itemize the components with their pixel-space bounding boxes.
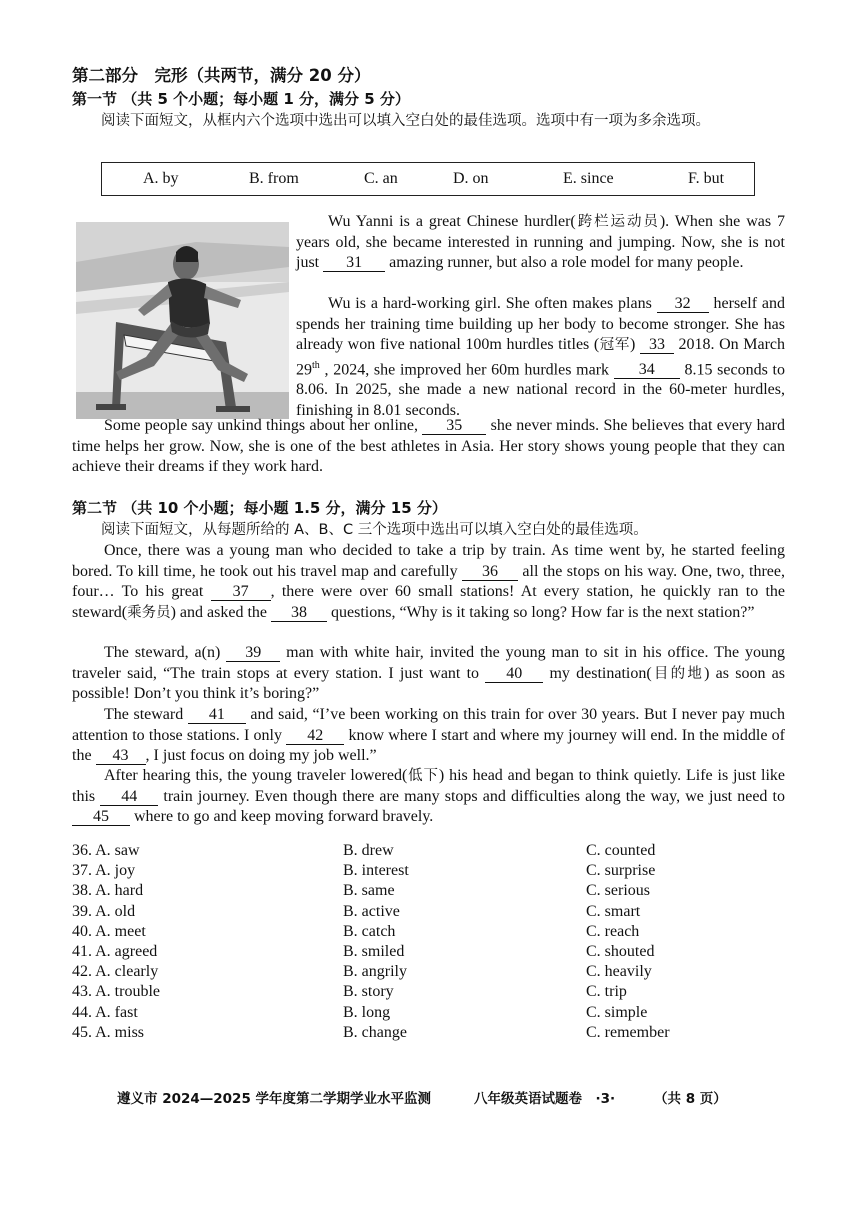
blank-37: 37 <box>211 583 271 601</box>
choice-36-b: B. drew <box>343 842 394 859</box>
blank-33: 33 <box>640 336 674 354</box>
choice-38-c: C. serious <box>586 882 650 900</box>
blank-43: 43 <box>96 747 146 765</box>
blank-40: 40 <box>485 665 543 683</box>
option-c: C. an <box>364 170 398 187</box>
blank-35: 35 <box>422 417 486 435</box>
footer-total-pages: （共 8 页） <box>654 1091 727 1107</box>
footer-page-number: 八年级英语试题卷 ·3· <box>474 1091 616 1107</box>
hurdler-photo <box>76 222 289 419</box>
s1-paragraph-3: Some people say unkind things about her online, 35 she never minds. She believes that every hard time helps her grow. Now, she is one of the best athletes in Asia. Her story shows young people that they can achieve their dreams if they work hard. <box>72 417 785 475</box>
option-b: B. from <box>249 170 299 187</box>
choice-40-a: 40. A. meet <box>72 922 146 940</box>
option-d: D. on <box>453 170 489 187</box>
blank-45: 45 <box>72 808 130 826</box>
blank-42: 42 <box>286 727 344 745</box>
s2-paragraph-4: After hearing this, the young traveler lowered(低下) his head and began to think quietly. Life is just like this 44 train journey. Even though there are many stops and difficulties along the way, we just need to 45 where to go and keep moving forward bravely. <box>72 767 786 825</box>
blank-41: 41 <box>188 706 246 724</box>
s2-paragraph-3: The steward 41 and said, “I’ve been working on this train for over 30 years. But I never pay much attention to those stations. I only 42 know where I start and where my journey will end. In the middle of the 43 , I just focus on doing my job well.” <box>72 706 786 764</box>
blank-39: 39 <box>226 644 280 662</box>
choices-col-a <box>72 841 160 1043</box>
choice-36-c: C. counted <box>586 842 656 859</box>
option-e: E. since <box>563 170 614 187</box>
choice-40-b: B. catch <box>343 922 396 940</box>
choice-43-c: C. trip <box>586 983 627 1001</box>
section2-title: 第二节 （共 10 个小题；每小题 1.5 分，满分 15 分） <box>72 499 447 517</box>
choice-45-a: 45. A. miss <box>72 1023 145 1041</box>
s2-paragraph-2: The steward, a(n) 39 man with white hair, invited the young man to sit in his office. The young traveler said, “The train stops at every station. I just want to 40 my destination(目的地) as soon as possible! Don’t you think it’s boring?” <box>72 644 785 702</box>
part-title: 第二部分 完形（共两节，满分 20 分） <box>72 66 371 85</box>
choice-37-c: C. surprise <box>586 862 656 880</box>
s1-paragraph-1: Wu Yanni is a great Chinese hurdler(跨栏运动员). When she was 7 years old, she became interested in running and jumping. Now, she is not just 31 amazing runner, but also a role model for many people. <box>296 213 786 271</box>
blank-32: 32 <box>657 295 709 313</box>
blank-34: 34 <box>614 361 680 379</box>
options-box <box>101 162 755 196</box>
choice-38-b: B. same <box>343 882 395 900</box>
choice-36-a: 36. A. saw <box>72 842 140 859</box>
choice-41-b: B. smiled <box>343 943 405 961</box>
s2-paragraph-1: Once, there was a young man who decided to take a trip by train. As time went by, he started feeling bored. To kill time, he took out his travel map and carefully 36 all the stops on his way. One, two, three, four… To his great 37 , there were over 60 small stations! At every station, he quickly ran to the steward(乘务员) and asked the 38 questions, “Why is it taking so long? How far is the next station?” <box>72 542 786 621</box>
choice-42-b: B. angrily <box>343 963 407 981</box>
choice-44-a: 44. A. fast <box>72 1003 138 1021</box>
footer-exam-name: 遵义市 2024—2025 学年度第二学期学业水平监测 <box>117 1091 432 1107</box>
section2-instruction: 阅读下面短文，从每题所给的 A、B、C 三个选项中选出可以填入空白处的最佳选项。 <box>101 522 648 538</box>
blank-38: 38 <box>271 604 327 622</box>
option-f: F. but <box>688 170 725 187</box>
blank-44: 44 <box>100 788 158 806</box>
choice-39-b: B. active <box>343 902 400 920</box>
choice-39-a: 39. A. old <box>72 902 136 920</box>
choice-37-a: 37. A. joy <box>72 862 136 880</box>
choice-42-c: C. heavily <box>586 963 652 981</box>
choice-44-b: B. long <box>343 1003 391 1021</box>
choice-45-c: C. remember <box>586 1023 670 1041</box>
choice-40-c: C. reach <box>586 922 640 940</box>
s1-paragraph-2a: Wu is a hard-working girl. She often makes plans 32 herself and spends her training time building up her body to become stronger. She has already won five national 100m hurdles titles (冠军) 33 2018. On March 29th , 2024, she improved her 60m hurdles mark 34 8.15 seconds to 8.06. In 2025, she made a new national record in the 60-meter hurdles, finishing in 8.01 seconds. <box>296 295 786 419</box>
choice-43-a: 43. A. trouble <box>72 983 160 1001</box>
choice-39-c: C. smart <box>586 902 641 920</box>
choice-43-b: B. story <box>343 983 394 1001</box>
choice-44-c: C. simple <box>586 1003 648 1021</box>
blank-31: 31 <box>323 254 385 272</box>
choice-42-a: 42. A. clearly <box>72 963 159 981</box>
choice-45-b: B. change <box>343 1023 407 1041</box>
choices-col-b <box>343 841 409 1043</box>
choice-41-a: 41. A. agreed <box>72 943 158 961</box>
section1-instruction: 阅读下面短文，从框内六个选项中选出可以填入空白处的最佳选项。选项中有一项为多余选项。 <box>101 113 710 129</box>
choices-col-c <box>586 841 670 1043</box>
choice-38-a: 38. A. hard <box>72 882 144 900</box>
section1-title: 第一节 （共 5 个小题；每小题 1 分，满分 5 分） <box>72 90 410 108</box>
choice-41-c: C. shouted <box>586 943 655 961</box>
choice-37-b: B. interest <box>343 862 409 880</box>
blank-36: 36 <box>462 563 518 581</box>
option-a: A. by <box>143 170 179 187</box>
